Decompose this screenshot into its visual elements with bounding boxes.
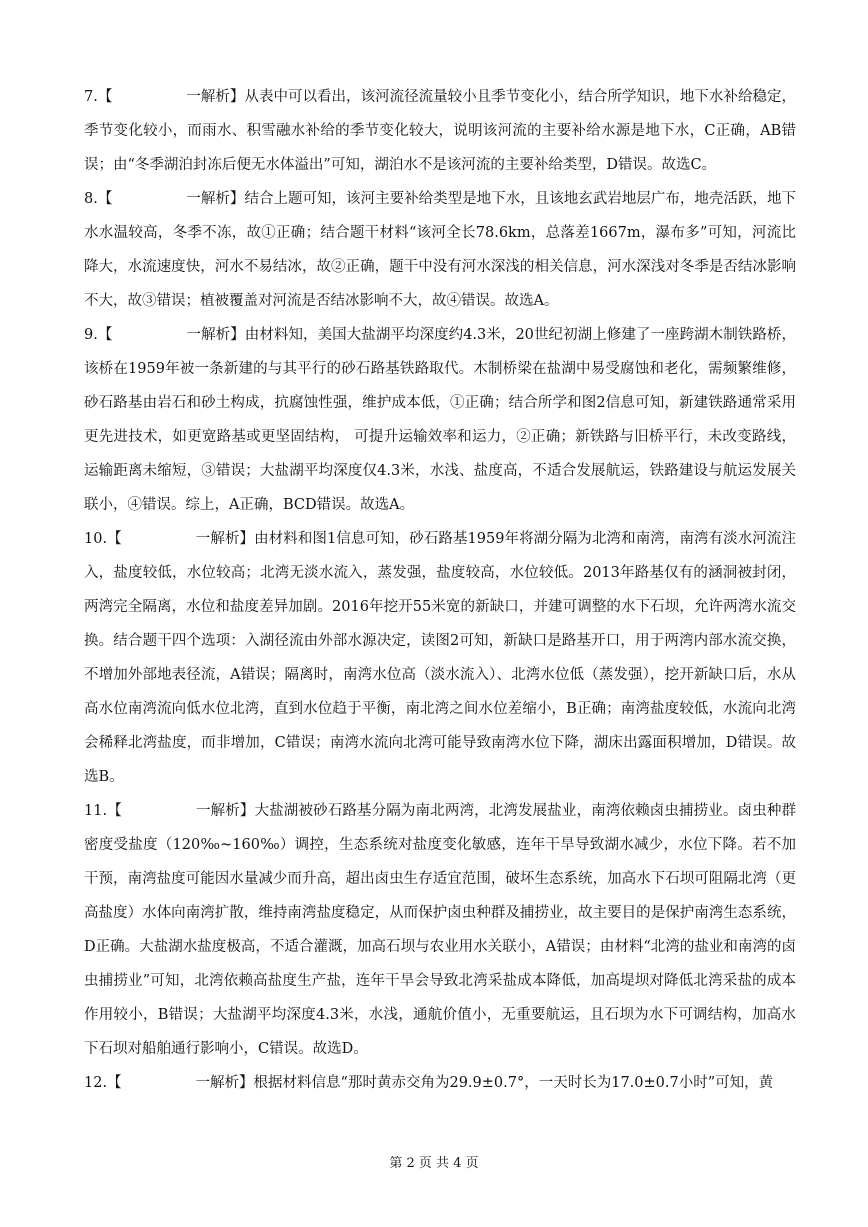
item-text: 一解析】根据材料信息“那时黄赤交角为29.9±0.7°，一天时长为17.0±0.7小时”可知，黄 [195, 1075, 774, 1091]
item-text: 一解析】结合上题可知，该河主要补给类型是地下水，且该地玄武岩地层广布，地壳活跃，地下水水温较高，冬季不冻，故①正确；结合题干材料“该河全长78.6km，总落差1667m，瀑布多”可知，河流比降大，水流速度快，河水不易结冰，故②正确，题干中没有河水深浅的相关信息，河水深浅对冬季是否结冰影响不大，故③错误；植被覆盖对河流是否结冰影响不大，故④错误。故选A。 [84, 191, 796, 309]
item-text: 一解析】从表中可以看出，该河流径流量较小且季节变化小，结合所学知识，地下水补给稳定，季节变化较小，而雨水、积雪融水补给的季节变化较大，说明该河流的主要补给水源是地下水，C正确，AB错误；由“冬季湖泊封冻后便无水体溢出”可知，湖泊水不是该河流的主要补给类型，D错误。故选C。 [84, 89, 796, 173]
item-number: 8.【 [84, 191, 113, 207]
answer-analysis-content [84, 80, 796, 1100]
analysis-item-11 [84, 794, 796, 1066]
analysis-item-9 [84, 318, 796, 522]
item-number: 11.【 [84, 803, 122, 819]
item-text: 一解析】大盐湖被砂石路基分隔为南北两湾，北湾发展盐业，南湾依赖卤虫捕捞业。卤虫种群密度受盐度（120‰~160‰）调控，生态系统对盐度变化敏感，连年干旱导致湖水减少，水位下降。若不加干预，南湾盐度可能因水量减少而升高，超出卤虫生存适宜范围，破坏生态系统，加高水下石坝可阻隔北湾（更高盐度）水体向南湾扩散，维持南湾盐度稳定，从而保护卤虫种群及捕捞业，故主要目的是保护南湾生态系统，D正确。大盐湖水盐度极高，不适合灌溉，加高石坝与农业用水关联小，A错误；由材料“北湾的盐业和南湾的卤虫捕捞业”可知，北湾依赖高盐度生产盐，连年干旱会导致北湾采盐成本降低，加高堤坝对降低北湾采盐的成本作用较小，B错误；大盐湖平均深度4.3米，水浅，通航价值小，无重要航运，且石坝为水下可调结构，加高水下石坝对船舶通行影响小，C错误。故选D。 [84, 803, 797, 1057]
item-text: 一解析】由材料和图1信息可知，砂石路基1959年将湖分隔为北湾和南湾，南湾有淡水河流注入，盐度较低，水位较高；北湾无淡水流入，蒸发强，盐度较高，水位较低。2013年路基仅有的涵洞被封闭，两湾完全隔离，水位和盐度差异加剧。2016年挖开55米宽的新缺口，并建可调整的水下石坝，允许两湾水流交换。结合题干四个选项：入湖径流由外部水源决定，读图2可知，新缺口是路基开口，用于两湾内部水流交换，不增加外部地表径流，A错误；隔离时，南湾水位高（淡水流入）、北湾水位低（蒸发强），挖开新缺口后，水从高水位南湾流向低水位北湾，直到水位趋于平衡，南北湾之间水位差缩小，B正确；南湾盐度较低，水流向北湾会稀释北湾盐度，而非增加，C错误；南湾水流向北湾可能导致南湾水位下降，湖床出露面积增加，D错误。故选B。 [84, 531, 796, 785]
analysis-item-8 [84, 182, 796, 318]
item-number: 7.【 [84, 89, 113, 105]
item-number: 9.【 [84, 327, 113, 343]
item-number: 10.【 [84, 531, 122, 547]
analysis-item-10 [84, 522, 796, 794]
analysis-item-12 [84, 1066, 796, 1100]
page-number-footer: 第 2 页 共 4 页 [389, 1156, 479, 1171]
analysis-item-7 [84, 80, 796, 182]
item-number: 12.【 [84, 1075, 122, 1091]
item-text: 一解析】由材料知，美国大盐湖平均深度约4.3米，20世纪初湖上修建了一座跨湖木制铁路桥，该桥在1959年被一条新建的与其平行的砂石路基铁路取代。木制桥梁在盐湖中易受腐蚀和老化，需频繁维修，砂石路基由岩石和砂土构成，抗腐蚀性强，维护成本低，①正确；结合所学和图2信息可知，新建铁路通常采用更先进技术，如更宽路基或更坚固结构， 可提升运输效率和运力，②正确；新铁路与旧桥平行，未改变路线，运输距离未缩短，③错误；大盐湖平均深度仅4.3米，水浅、盐度高，不适合发展航运，铁路建设与航运发展关联小，④错误。综上，A正确，BCD错误。故选A。 [84, 327, 796, 513]
